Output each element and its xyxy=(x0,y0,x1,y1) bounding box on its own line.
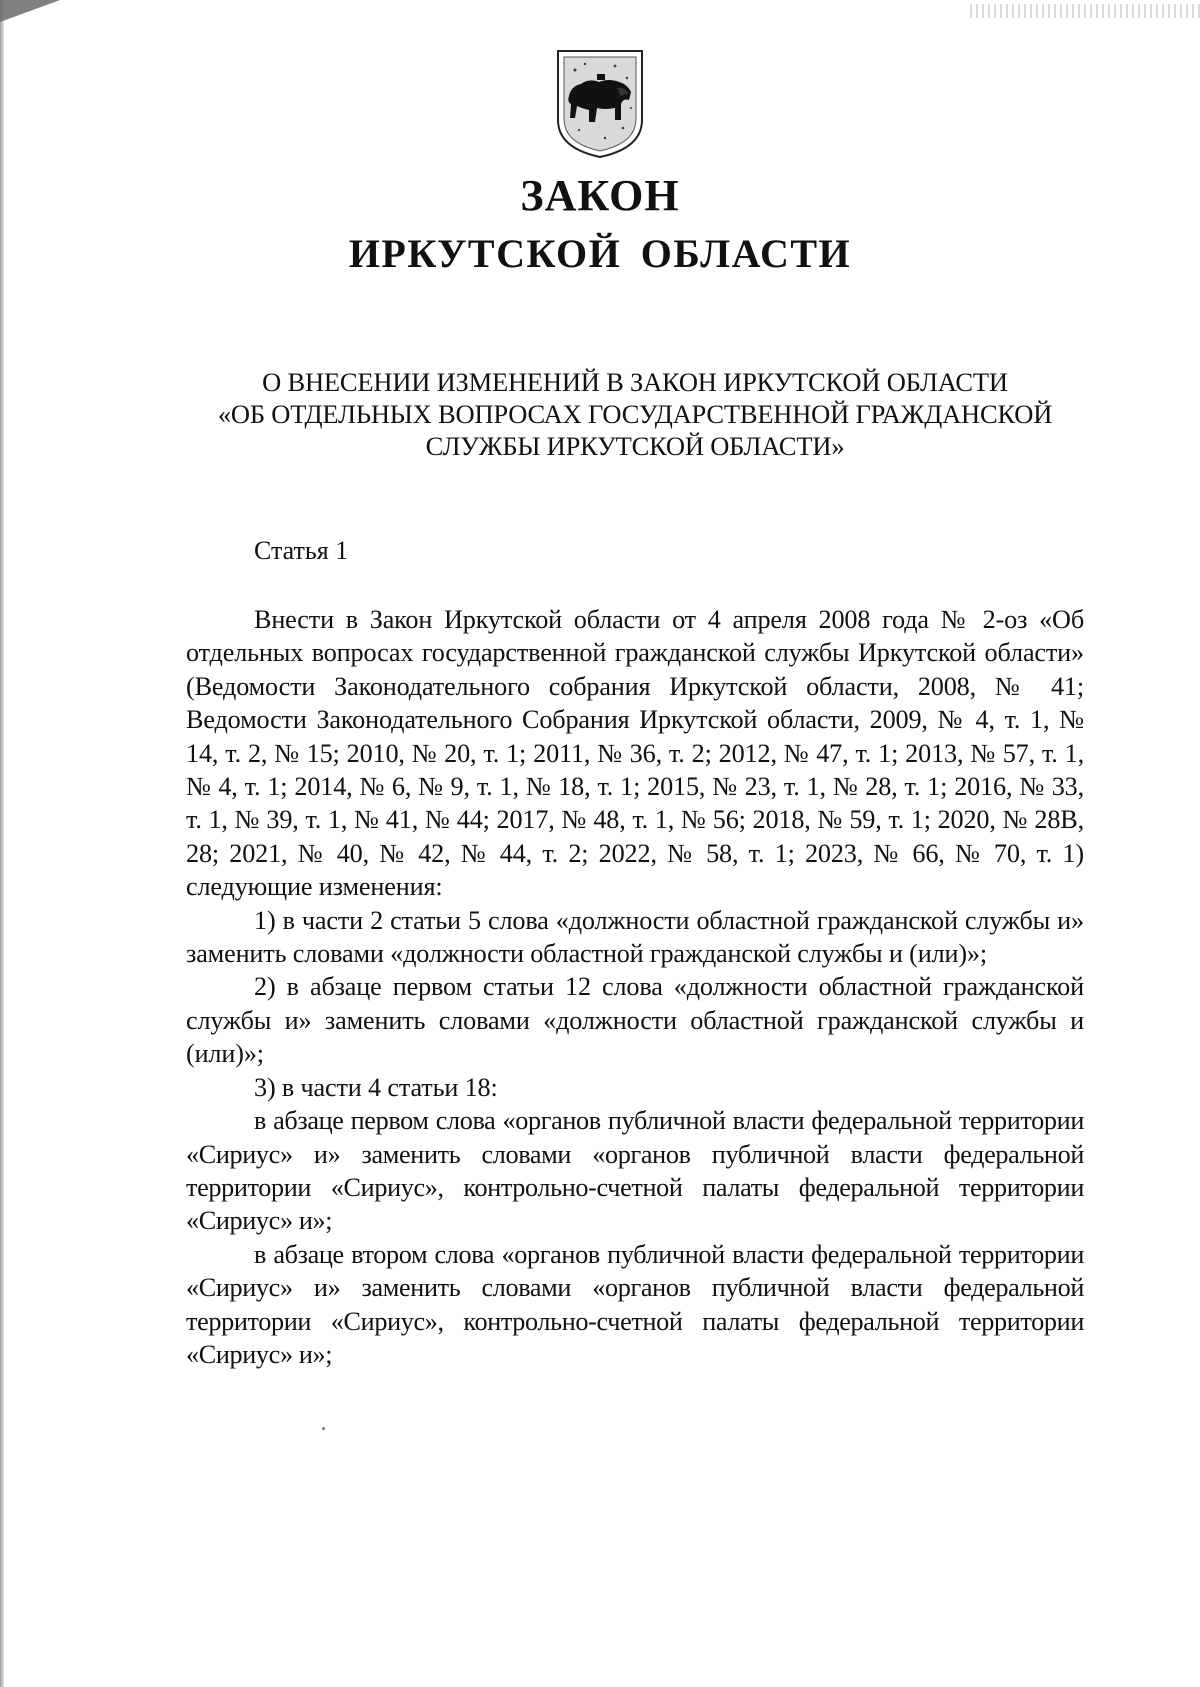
law-heading xyxy=(180,366,1090,462)
document-body xyxy=(186,603,1084,1371)
coat-of-arms-icon xyxy=(555,48,645,160)
scan-noise xyxy=(970,4,1200,18)
heading-line: «ОБ ОТДЕЛЬНЫХ ВОПРОСАХ ГОСУДАРСТВЕННОЙ ГРАЖДАНСКОЙ xyxy=(217,399,1053,429)
body-paragraph: в абзаце втором слова «органов публичной власти федеральной территории «Сириус» и» заменить словами «органов публичной власти федеральной территории «Сириус», контрольно-счетной палаты федеральной территории «Сириус» и»; xyxy=(186,1239,1084,1369)
scan-corner-mark xyxy=(0,0,60,30)
body-paragraph: 2) в абзаце первом статьи 12 слова «должности областной гражданской службы и» заменить словами «должности областной гражданской службы и (или)»; xyxy=(186,972,1084,1069)
body-paragraph: 3) в части 4 статьи 18: xyxy=(254,1072,498,1102)
scan-speck xyxy=(322,1427,325,1430)
body-paragraph: в абзаце первом слова «органов публичной власти федеральной территории «Сириус» и» заменить словами «органов публичной власти федеральной территории «Сириус», контрольно-счетной палаты федеральной территории «Сириус» и»; xyxy=(186,1106,1084,1236)
body-paragraph: Внести в Закон Иркутской области от 4 апреля 2008 года № 2-оз «Об отдельных вопросах государственной гражданской службы Иркутской области» (Ведомости Законодательного собрания Иркутской области, 2008, № 41; Ведомости Законодательного Собрания Иркутской области, 2009, № 4, т. 1, № 14, т. 2, № 15; 2010, № 20, т. 1; 2011, № 36, т. 2; 2012, № 47, т. 1; 2013, № 57, т. 1, № 4, т. 1; 2014, № 6, № 9, т. 1, № 18, т. 1; 2015, № 23, т. 1, № 28, т. 1; 2016, № 33, т. 1, № 39, т. 1, № 41, № 44; 2017, № 48, т. 1, № 56; 2018, № 59, т. 1; 2020, № 28В, 28; 2021, № 40, № 42, № 44, т. 2; 2022, № 58, т. 1; 2023, № 66, № 70, т. 1) следующие изменения: xyxy=(186,605,1084,902)
heading-line: О ВНЕСЕНИИ ИЗМЕНЕНИЙ В ЗАКОН ИРКУТСКОЙ ОБЛАСТИ xyxy=(262,367,1008,397)
body-paragraph: 1) в части 2 статьи 5 слова «должности областной гражданской службы и» заменить словами «должности областной гражданской службы и (или)»; xyxy=(186,905,1084,969)
document-title: ЗАКОН xyxy=(520,171,680,220)
article-label: Статья 1 xyxy=(254,536,349,565)
heading-line: СЛУЖБЫ ИРКУТСКОЙ ОБЛАСТИ» xyxy=(425,431,845,461)
document-subtitle: ИРКУТСКОЙ ОБЛАСТИ xyxy=(348,231,852,276)
